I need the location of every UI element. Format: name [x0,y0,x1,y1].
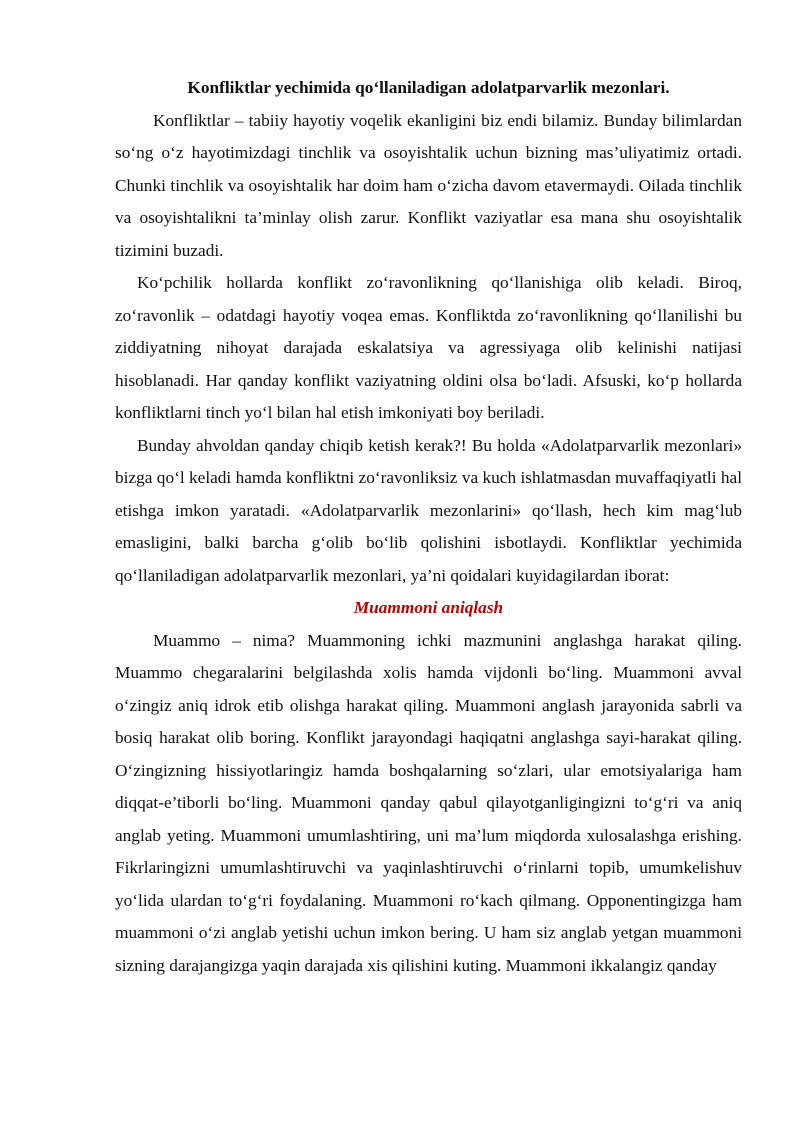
paragraph-violence: Ko‘pchilik hollarda konflikt zo‘ravonlikning qo‘llanishiga olib keladi. Biroq, zo‘ravonlik – odatdagi hayotiy voqea emas. Konfliktda zo‘ravonlikning qo‘llanilishi bu ziddiyatning nihoyat darajada eskalatsiya va agressiyaga olib kelinishi natijasi hisoblanadi. Har qanday konflikt vaziyatning oldini olsa bo‘ladi. Afsuski, ko‘p hollarda konfliktlarni tinch yo‘l bilan hal etish imkoniyati boy beriladi. [115,273,742,422]
paragraph-intro: Konfliktlar – tabiiy hayotiy voqelik ekanligini biz endi bilamiz. Bunday bilimlardan so‘ng o‘z hayotimizdagi tinchlik va osoyishtalik uchun bizning mas’uliyatimiz ortadi. Chunki tinchlik va osoyishtalik har doim ham o‘zicha davom etavermaydi. Oilada tinchlik va osoyishtalikni ta’minlay olish zarur. Konflikt vaziyatlar esa mana shu osoyishtalik tizimini buzadi. [115,110,742,260]
section-heading: Muammoni aniqlash [353,598,504,617]
paragraph-criteria: Bunday ahvoldan qanday chiqib ketish kerak?! Bu holda «Adolatparvarlik mezonlari» bizga qo‘l keladi hamda konfliktni zo‘ravonliksiz va kuch ishlatmasdan muvaffaqiyatli hal etishga imkon yaratadi. «Adolatparvarlik mezonlarini» qo‘llash, hech kim mag‘lub emasligini, balki barcha g‘olib bo‘lib qolishini isbotlaydi. Konfliktlar yechimida qo‘llaniladigan adolatparvarlik mezonlari, ya’ni qoidalari kuyidagilardan iborat: [115,435,742,585]
document-page [115,72,742,982]
document-title: Konfliktlar yechimida qo‘llaniladigan adolatparvarlik mezonlari. [187,78,670,97]
paragraph-problem-definition: Muammo – nima? Muammoning ichki mazmunini anglashga harakat qiling. Muammo chegaralarini belgilashda xolis hamda vijdonli bo‘ling. Muammoni avval o‘zingiz aniq idrok etib olishga harakat qiling. Muammoni anglash jarayonida sabrli va bosiq harakat olib boring. Konflikt jarayondagi haqiqatni anglashga sayi-harakat qiling. O‘zingizning hissiyotlaringiz hamda boshqalarning so‘zlari, ular emotsiyalariga ham diqqat-e’tiborli bo‘ling. Muammoni qanday qabul qilayotganligingizni to‘g‘ri va aniq anglab yeting. Muammoni umumlashtiring, uni ma’lum miqdorda xulosalashga erishing. Fikrlaringizni umumlashtiruvchi va yaqinlashtiruvchi o‘rinlarni topib, umumkelishuv yo‘lida ulardan to‘g‘ri foydalaning. Muammoni ro‘kach qilmang. Opponentingizga ham muammoni o‘zi anglab yetishi uchun imkon bering. U ham siz anglab yetgan muammoni sizning darajangizga yaqin darajada xis qilishini kuting. Muammoni ikkalangiz qanday [115,630,742,975]
